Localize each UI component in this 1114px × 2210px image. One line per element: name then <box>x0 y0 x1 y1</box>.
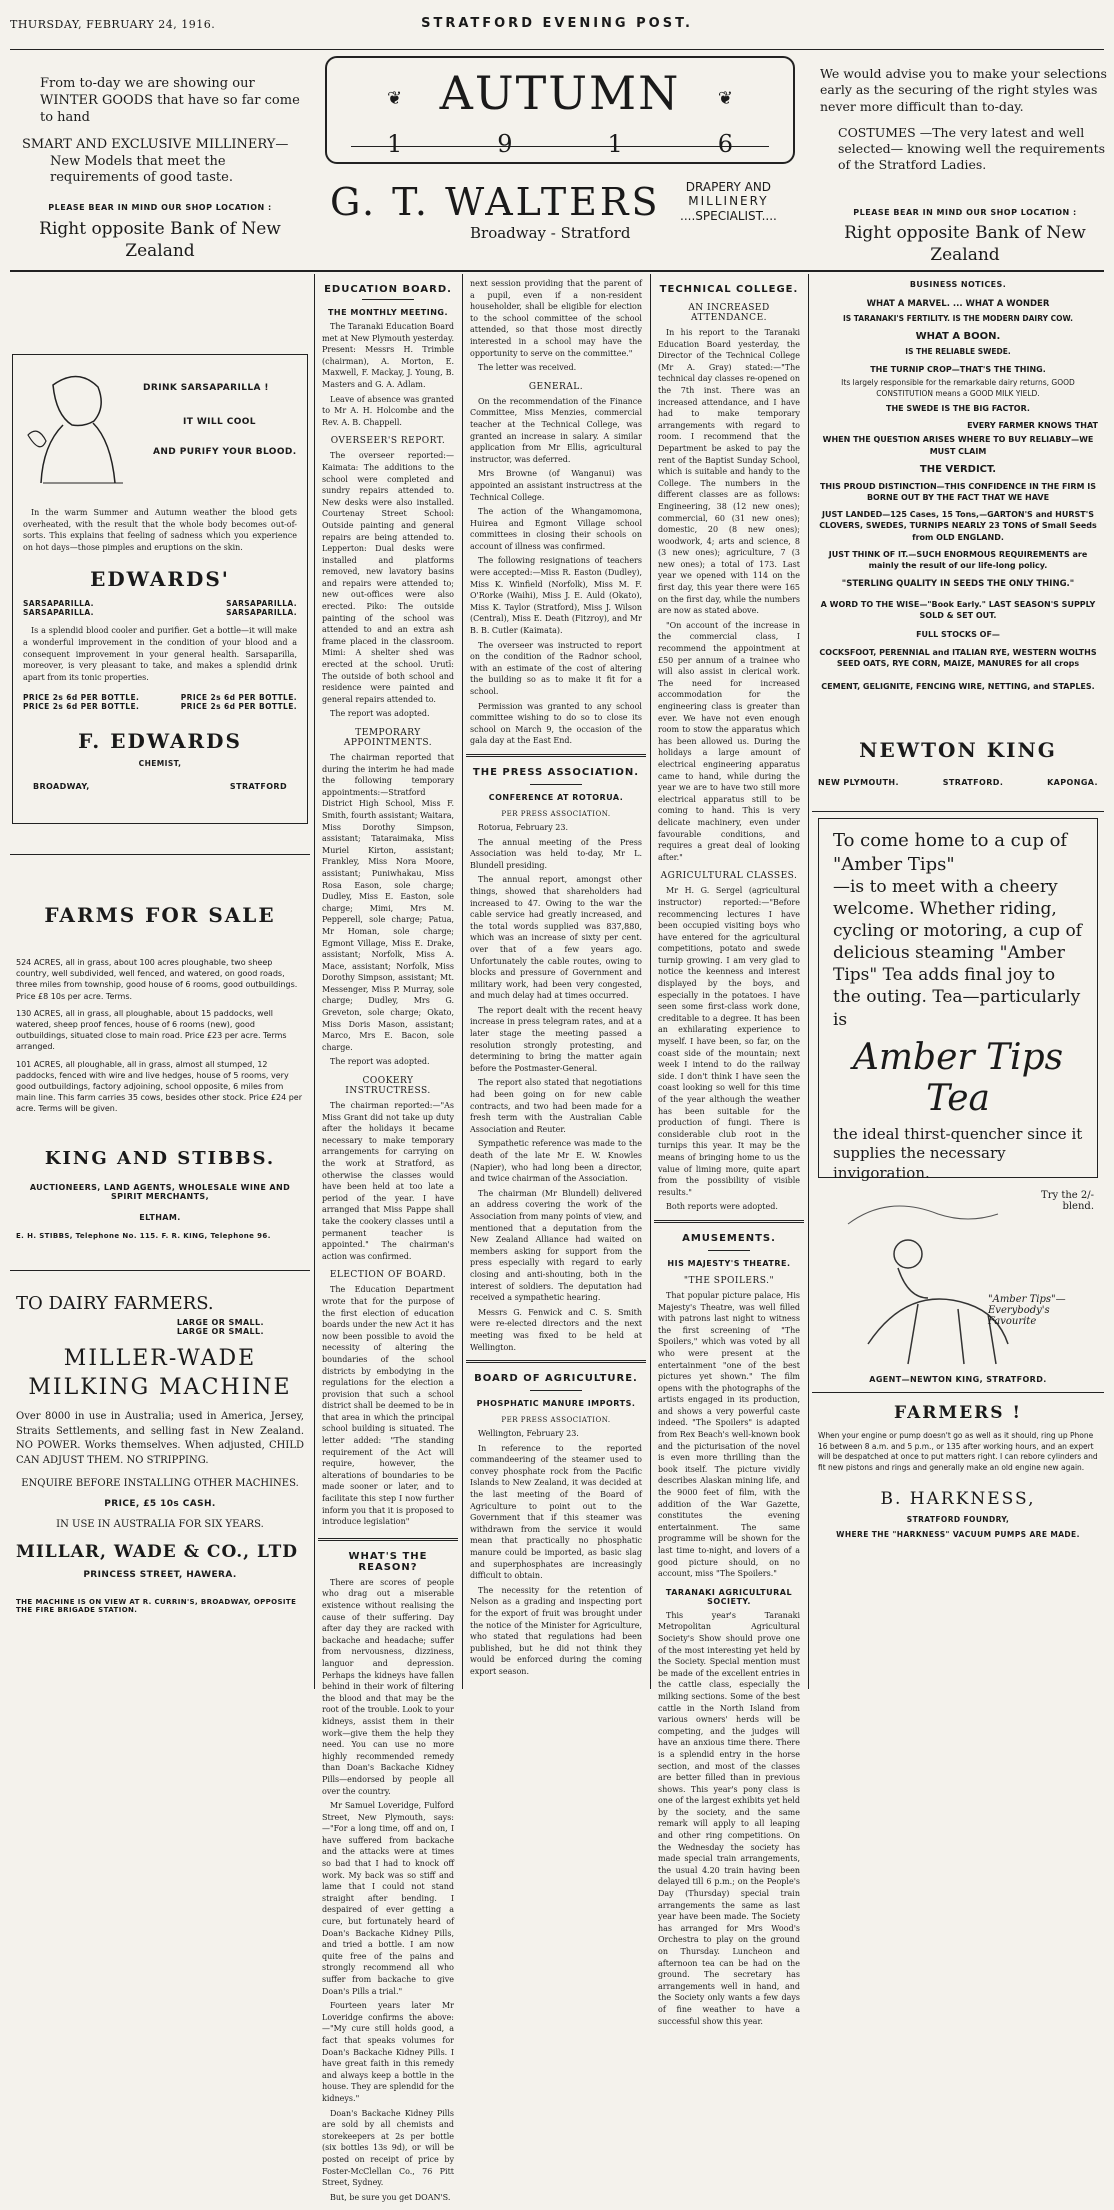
section-rule <box>812 811 1104 812</box>
farm-listing-3: 101 ACRES, all ploughable, all in grass, almost all stumped, 12 paddocks, fenced with wire and live hedges, house of 5 rooms, very good outbuildings, factory adjoining, school opposite, 6 miles from main line. This farm carries 35 cows, besides other stock. Price £24 per acre. Terms will be given. <box>16 1059 302 1114</box>
press-paragraph: The report dealt with the recent heavy increase in press telegram rates, and at a later stage the meeting passed a resolution strongly protesting, and determining to bring the matter again before the Postmaster-General. <box>470 1005 642 1073</box>
column-1 <box>10 274 310 1689</box>
location-left: Right opposite Bank of New Zealand <box>39 218 281 261</box>
general-paragraph: Permission was granted to any school committee wishing to do so to close its school on March 9, the occasion of the gala day at the East End. <box>470 701 642 746</box>
sizes-label: LARGE OR SMALL. <box>176 1318 264 1328</box>
newton-king-name: NEWTON KING <box>859 738 1057 763</box>
society-subheading: TARANAKI AGRICULTURAL SOCIETY. <box>665 1587 793 1606</box>
press-paragraph: The annual meeting of the Press Association was held to-day, Mr L. Blundell presiding. <box>470 837 642 870</box>
farm-listing-1: 524 ACRES, all in grass, about 100 acres ploughable, two sheep country, well subdivided, well fenced, and watered, on good roads, three miles from township, good house of 6 rooms, good outbuildings. Price £8 10s per acre. Terms. <box>16 958 298 1001</box>
price-label: PRICE 2s 6d PER BOTTLE. <box>23 702 140 712</box>
amber-headline: To come home to a cup of "Amber Tips" <box>833 830 1068 875</box>
agriculture-paragraph: In reference to the reported commandeering of the steamer used to convey phosphate rock from the Pacific Islands to New Zealand, it was decided at the last meeting of the Board of Agriculture to point out to the Government that if this steamer was withdrawn from the service it would mean that practically no phosphatic manure could be imported, as basic slag and superphosphates are increasingly difficult to obtain. <box>470 1443 642 1581</box>
overseer-subheading: OVERSEER'S REPORT. <box>330 436 446 447</box>
notice-line: IS THE RELIABLE SWEDE. <box>905 347 1011 357</box>
technical-college-article <box>654 274 804 1220</box>
chemist-name: F. EDWARDS <box>78 729 242 754</box>
price-label: PRICE 2s 6d PER BOTTLE. <box>180 693 297 703</box>
harkness-name: B. HARKNESS, <box>880 1489 1036 1510</box>
reason-paragraph: Fourteen years later Mr Loveridge confirms the above:—"My cure still holds good, a fact that speaks volumes for Doan's Backache Kidney Pills. I have great faith in this remedy and always keep a bottle in the house. They are splendid for the kidneys." <box>322 2001 454 2103</box>
heading-rule <box>530 1390 582 1391</box>
amber-favourite: "Amber Tips"— Everybody's Favourite <box>988 1294 1066 1328</box>
education-paragraph: The Taranaki Education Board met at New Plymouth yesterday. Present: Messrs H. Trimble (chairman), A. Morton, E. Maxwell, F. Mackay, J. Young, B. Masters and G. A. Adlam. <box>322 322 454 389</box>
press-paragraph: The annual report, amongst other things, showed that shareholders had increased to 47. Owing to the war the cable service had greatly increased, and the total words supplied was 837,880, which was an increase of sixty per cent. over that of a few years ago. Unfortunately the cable routes, owing to blocks and pressure of Government and military work, had been very congested, and much delay had at times occurred. <box>470 875 642 1001</box>
notice-line: "STERLING QUALITY IN SEEDS THE ONLY THING." <box>841 579 1075 590</box>
farms-advertisement <box>10 855 310 1250</box>
technical-paragraph: Mr H. G. Sergel (agricultural instructor) reported:—"Before recommencing lectures I have been occupied visiting boys who have entered for the agricultural competitions, potato and swede turnip growing. I am very glad to notice the keenness and interest displayed by the boys, and especially in the potatoes. I have seen some first-class work done, creditable to a degree. It has been an exhilarating experience to myself. I have been, so far, on the coast side of the mountain; next week I intend to do the railway side. I don't think I have seen the coast looking so well for this time of the year although the weather has been suitable for the production of fungi. There is considerable club root in the turnips this year. It may be the means of bringing home to us the value of liming more, quite apart from the possibility of visible results." <box>658 886 800 1197</box>
education-paragraph: The chairman reported:—"As Miss Grant did not take up duty after the holidays it became necessary to make temporary arrangements for carrying on the work at Stratford, as otherwise the classes would have been held at too late a period of the year. I have arranged that Miss Pappe shall take the cookery classes until a permanent teacher is appointed." The chairman's action was confirmed. <box>322 1101 454 1261</box>
press-paragraph: Sympathetic reference was made to the death of the late Mr E. W. Knowles (Napier), who had long been a director, and twice chairman of the Association. <box>470 1139 642 1184</box>
edwards-advertisement <box>12 354 308 824</box>
firm-name: G. T. WALTERS <box>330 180 661 224</box>
doans-advertisement <box>318 1541 458 2210</box>
autumn-banner <box>325 56 795 164</box>
general-paragraph: Mrs Browne (of Wanganui) was appointed an assistant instructress at the Technical College. <box>470 469 642 502</box>
dairy-address: PRINCESS STREET, HAWERA. <box>83 1570 237 1581</box>
amber-illustration-area <box>818 1184 1098 1384</box>
notice-line: EVERY FARMER KNOWS THAT <box>967 421 1098 431</box>
agriculture-article <box>466 1363 646 1684</box>
year-digit: 9 <box>497 130 513 158</box>
per-press-label: PER PRESS ASSOCIATION. <box>501 809 611 818</box>
drapery-millinery <box>680 180 777 223</box>
amber-body: —is to meet with a cheery welcome. Whether riding, cycling or motoring, a cup of delicious steaming "Amber Tips" Tea adds final joy to the outing. Tea—particularly is <box>833 876 1082 1030</box>
location-note-right: PLEASE BEAR IN MIND OUR SHOP LOCATION : <box>853 207 1077 217</box>
leaf-ornament-icon: ❦ <box>387 88 403 109</box>
autumn-heading: AUTUMN <box>439 66 681 120</box>
machine-type: MILKING MACHINE <box>28 1375 292 1401</box>
agriculture-dateline: Wellington, February 23. <box>478 1429 579 1439</box>
amusements-title: AMUSEMENTS. <box>682 1232 776 1244</box>
price-label: PRICE 2s 6d PER BOTTLE. <box>180 702 297 712</box>
general-paragraph: The action of the Whangamomona, Huirea and Egmont Village school committees in closing their schools on account of illness was confirmed. <box>470 507 642 551</box>
walters-left-panel <box>10 76 310 262</box>
agriculture-title: BOARD OF AGRICULTURE. <box>474 1373 638 1385</box>
column-rule <box>808 274 809 1689</box>
column-5 <box>812 274 1104 1689</box>
education-continued <box>466 274 646 754</box>
newton-king-advertisement <box>812 274 1104 791</box>
column-3 <box>466 274 646 1689</box>
town-label: KAPONGA. <box>1047 778 1098 788</box>
amber-tips-advertisement <box>818 818 1098 1182</box>
education-paragraph: The report was adopted. <box>330 709 430 719</box>
heading-rule <box>708 1250 751 1251</box>
education-paragraph: Leave of absence was granted to Mr A. H. Holcombe and the Rev. A. B. Chappell. <box>322 394 454 427</box>
machine-price: PRICE, £5 10s CASH. <box>104 1499 216 1510</box>
press-paragraph: The chairman (Mr Blundell) delivered an address covering the work of the Association from many points of view, and mentioned that a deputation from the New Zealand Alliance had waited on members asking for support from the press especially with regard to early closing and anti-shouting, both in the interest of soldiers. The deputation had received a sympathetic hearing. <box>470 1188 642 1303</box>
column-2 <box>318 274 458 2202</box>
dairy-title: TO DAIRY FARMERS. <box>16 1293 214 1315</box>
costumes-text: COSTUMES —The very latest and well selected— knowing well the requirements of the Stratford Ladies. <box>838 124 1106 173</box>
reason-paragraph: But, be sure you get DOAN'S. <box>330 2192 451 2202</box>
agent-name: KING AND STIBBS. <box>44 1148 276 1170</box>
view-text: THE MACHINE IS ON VIEW AT R. CURRIN'S, BROADWAY, OPPOSITE THE FIRE BRIGADE STATION. <box>16 1598 297 1615</box>
press-title: THE PRESS ASSOCIATION. <box>472 766 640 778</box>
foundry-label: STRATFORD FOUNDRY, <box>906 1515 1010 1525</box>
agriculture-paragraph: The necessity for the retention of Nelson as a grading and inspecting port for the export of fruit was brought under the notice of the Minister for Agriculture, who stated that regulations had been published, but he did not think they would be enforced during the coming export season. <box>470 1585 642 1676</box>
walters-right-panel <box>820 66 1110 266</box>
newton-king-towns <box>818 778 1098 787</box>
notice-line: THIS PROUD DISTINCTION—THIS CONFIDENCE IN THE FIRM IS BORNE OUT BY THE FACT THAT WE HAVE <box>819 481 1097 503</box>
general-paragraph: The overseer was instructed to report on the condition of the Radnor school, with an estimate of the cost of altering the building so as to make it fit for a school. <box>470 640 642 696</box>
general-subheading: GENERAL. <box>528 381 584 392</box>
agent-town: ELTHAM. <box>139 1213 181 1223</box>
education-board-article <box>318 274 458 1528</box>
agent-phones: E. H. STIBBS, Telephone No. 115. F. R. KING, Telephone 96. <box>16 1232 271 1241</box>
appointments-subheading: TEMPORARY APPOINTMENTS. <box>343 728 433 748</box>
notice-line: Its largely responsible for the remarkable dairy returns, GOOD CONSTITUTION means a GOOD MILK YIELD. <box>841 378 1075 398</box>
notice-line: JUST LANDED—125 Cases, 15 Tons,—GARTON'S and HURST'S CLOVERS, SWEDES, TURNIPS NEARLY 23 TONS of Small Seeds from OLD ENGLAND. <box>819 510 1097 542</box>
chemist-address <box>23 782 297 791</box>
specialist-text: ....SPECIALIST.... <box>680 208 777 223</box>
machine-description: Over 8000 in use in Australia; used in America, Jersey, Straits Settlements, and selling fast in New Zealand. NO POWER. Works themselves. When adjusted, CHILD CAN ADJUST THEM. NO STRIPPING. <box>16 1411 304 1466</box>
amber-logo: Amber Tips Tea <box>852 1036 1064 1119</box>
edwards-intro: In the warm Summer and Autumn weather the blood gets overheated, with the result that the whole body becomes out-of-sorts. This explains that feeling of sadness which you experience on hot days—those pimples and eruptions on the skin. <box>23 508 297 552</box>
woman-illustration-icon <box>23 365 133 485</box>
amber-agent: AGENT—NEWTON KING, STRATFORD. <box>869 1375 1047 1385</box>
notice-line: THE SWEDE IS THE BIG FACTOR. <box>886 404 1030 414</box>
column-4 <box>654 274 804 2026</box>
enquire-text: ENQUIRE BEFORE INSTALLING OTHER MACHINES. <box>21 1478 299 1490</box>
notice-line: WHAT A BOON. <box>915 331 1001 343</box>
notice-line: FULL STOCKS OF— <box>916 630 1000 640</box>
business-title: BUSINESS NOTICES. <box>909 280 1007 289</box>
millinery-text: New Models that meet the requirements of good taste. <box>50 153 233 186</box>
amber-tagline: the ideal thirst-quencher since it supplies the necessary invigoration. <box>833 1124 1083 1182</box>
dairy-advertisement <box>10 1271 310 1624</box>
issue-date: THURSDAY, FEBRUARY 24, 1916. <box>10 18 216 31</box>
amusements-paragraph: That popular picture palace, His Majesty's Theatre, was well filled with patrons last night to witness the first screening of "The Spoilers," which was voted by all who were present at the entertainment "one of the best pictures yet shown." The film opens with the photographs of the artists engaged in its production, and shows a very powerful caste indeed. "The Spoilers" is adapted from Rex Beach's well-known book and the picturisation of the novel is even more thrilling than the book itself. The picture vividly describes Alaskan mining life, and the 9000 feet of film, with the addition of the War Gazette, constitutes the evening entertainment. The same programme will be shown for the last time to-night, and lovers of a good picture should, on no account, miss "The Spoilers." <box>658 1290 800 1579</box>
location-right: Right opposite Bank of New Zealand <box>844 222 1086 265</box>
press-subheading: CONFERENCE AT ROTORUA. <box>488 792 624 802</box>
year-digit: 1 <box>607 130 623 158</box>
cool-line: IT WILL COOL <box>183 417 256 427</box>
theatre-subheading: HIS MAJESTY'S THEATRE. <box>667 1258 791 1268</box>
chemist-town: STRATFORD <box>229 782 287 792</box>
agricultural-classes-subheading: AGRICULTURAL CLASSES. <box>660 871 798 882</box>
leaf-ornament-icon: ❦ <box>717 88 733 109</box>
press-paragraph: Messrs G. Fenwick and C. S. Smith were re-elected directors and the next meeting was fixed to be held at Wellington. <box>470 1307 642 1352</box>
education-paragraph: The chairman reported that during the interim he had made the following temporary appointments:—Stratford District High School, Miss F. Smith, fourth assistant; Waitara, Miss Dorothy Simpson, assistant; Tataraimaka, Miss Muriel Kirton, assistant; Frankley, Miss Nora Moore, assistant; Puniwhakau, Miss Rosa Eason, sole charge; Dudley, Miss E. Easton, sole charge; Mimi, Mrs M. Pepperell, sole charge; Patua, Mr Homan, sole charge; Egmont Village, Miss E. Drake, assistant; Norfolk, Miss A. Mace, assistant; Norfolk, Miss Dorothy Simpson, assistant; Mt. Messenger, Miss P. Murray, sole charge; Dudley, Mrs G. Greveton, sole charge; Okato, Miss Doris Mason, assistant; Marco, Mrs E. Bacon, sole charge. <box>322 753 454 1052</box>
reason-title: WHAT'S THE REASON? <box>348 1550 428 1573</box>
election-subheading: ELECTION OF BOARD. <box>329 1270 447 1281</box>
general-paragraph: On the recommendation of the Finance Committee, Miss Menzies, commercial teacher at the Technical College, was granted an increase in salary. A similar application from Mr Ellis, agricultural instructor, was deferred. <box>470 396 642 464</box>
technical-title: TECHNICAL COLLEGE. <box>659 284 799 295</box>
notice-line: JUST THINK OF IT.—SUCH ENORMOUS REQUIREMENTS are mainly the result of our life-long policy. <box>828 549 1088 570</box>
year-digit: 6 <box>717 130 733 158</box>
farms-title: FARMS FOR SALE <box>44 903 276 927</box>
notice-line: IS TARANAKI'S FERTILITY. IS THE MODERN DAIRY COW. <box>842 313 1074 323</box>
columns <box>10 274 1104 2202</box>
year-digit: 1 <box>387 130 403 158</box>
press-paragraph: The report also stated that negotiations had been going on for new cable contracts, and two had been made for a fresh term with the Australian Cable Association and Reuter. <box>470 1078 642 1134</box>
winter-goods-text: From to-day we are showing our WINTER GOODS that have so far come to hand <box>40 76 300 125</box>
millinery-text: MILLINERY <box>688 194 769 209</box>
reason-paragraph: There are scores of people who drag out a miserable existence without realising the cause of their suffering. Day after day they are racked with backache and headache; suffer from nervousness, dizziness, languor and depression. Perhaps the kidneys have fallen behind in their work of filtering the blood and that may be the root of the trouble. Look to your kidneys, assist them in their work—give them the help they need. You can use no more highly recommended remedy than Doan's Backache Kidney Pills—endorsed by people all over the country. <box>322 1577 454 1796</box>
price-row <box>23 693 297 711</box>
firm-address: Broadway - Stratford <box>470 224 631 242</box>
newspaper-title: STRATFORD EVENING POST. <box>421 16 693 31</box>
cookery-subheading: COOKERY INSTRUCTRESS. <box>345 1076 431 1097</box>
notice-line: COCKSFOOT, PERENNIAL and ITALIAN RYE, WESTERN WOLTHS SEED OATS, RYE CORN, MAIZE, MANURES for all crops <box>819 647 1097 668</box>
technical-subheading: AN INCREASED ATTENDANCE. <box>688 303 770 323</box>
town-label: STRATFORD. <box>942 778 1004 788</box>
heading-rule <box>362 299 415 300</box>
sarsaparilla-label: SARSAPARILLA. <box>226 608 297 618</box>
agent-description: AUCTIONEERS, LAND AGENTS, WHOLESALE WINE AND SPIRIT MERCHANTS, <box>29 1183 291 1202</box>
notice-line: CEMENT, GELIGNITE, FENCING WIRE, NETTING, and STAPLES. <box>821 681 1095 691</box>
edwards-description: Is a splendid blood cooler and purifier. Get a bottle—it will make a wonderful improvement in the condition of your blood and a consequent improvement in your general health. Sarsaparilla, moreover, is very pleasant to take, and makes a splendid drink apart from its tonic properties. <box>23 626 297 682</box>
dairy-firm: MILLAR, WADE & CO., LTD <box>16 1542 298 1563</box>
per-press-label: PER PRESS ASSOCIATION. <box>501 1416 611 1425</box>
notice-line: THE TURNIP CROP—THAT'S THE THING. <box>870 364 1046 374</box>
press-association-article <box>466 757 646 1360</box>
year-digits <box>387 130 733 158</box>
reason-paragraph: Mr Samuel Loveridge, Fulford Street, New Plymouth, says:—"For a long time, off and on, I have suffered from backache and the attacks were at times so bad that I had to knock off work. My back was so stiff and lame that I could not stand straight after bending. I despaired of ever getting a cure, but fortunately heard of Doan's Backache Kidney Pills, and tried a bottle. I am now quite free of the pains and strongly recommend all who suffer from backache to give Doan's Pills a trial." <box>322 1801 454 1996</box>
society-paragraph: This year's Taranaki Metropolitan Agricultural Society's Show should prove one of the most interesting yet held by the Society. Special mention must be made of the excellent entries in the cattle class, especially the milking sections. Some of the best cattle in the North Island from various owners' herds will be competing, and the judges will have an anxious time there. There is a splendid entry in the horse section, and most of the classes are better filled than in previous shows. This year's pony class is one of the largest exhibits yet held by the society, and the same remark will apply to all leaping and other ring competitions. On the Wednesday the society has made special train arrangements, the usual 4.20 train having been delayed till 6 p.m.; on the People's Day (Thursday) special train arrangements the same as last year have been made. The Society has arranged for Mrs Wood's Orchestra to play on the ground on Thursday. Luncheon and afternoon tea can be had on the ground. The secretary has arrangements well in hand, and the Society only wants a few days of fine weather to have a successful show this year. <box>658 1610 800 2026</box>
continued-paragraph: The letter was received. <box>478 363 577 373</box>
farmers-paragraph: When your engine or pump doesn't go as well as it should, ring up Phone 16 between 8 a.m. and 5 p.m., or 135 after working hours, and an expert will be despatched at once to put matters right. I can rebore cylinders and fit new pistons and rings and generally make an old engine new again. <box>818 1431 1098 1472</box>
walters-advertisement <box>10 52 1107 272</box>
notice-line: A WORD TO THE WISE—"Book Early." LAST SEASON'S SUPPLY SOLD & SET OUT. <box>820 600 1096 621</box>
pumps-label: WHERE THE "HARKNESS" VACUUM PUMPS ARE MADE. <box>836 1530 1080 1540</box>
agriculture-subheading: PHOSPHATIC MANURE IMPORTS. <box>476 1399 636 1409</box>
edwards-name: EDWARDS' <box>90 567 230 592</box>
spoilers-subheading: "THE SPOILERS." <box>683 1275 775 1286</box>
column-rule <box>650 274 651 1689</box>
town-label: NEW PLYMOUTH. <box>818 778 899 788</box>
reason-paragraph: Doan's Backache Kidney Pills are sold by all chemists and storekeepers at 2s per bottle (six bottles 13s 9d), or will be posted on receipt of price by Foster-McClellan Co., 76 Pitt Street, Sydney. <box>322 2108 454 2188</box>
amusements-article <box>654 1223 804 2034</box>
millinery-heading: SMART AND EXCLUSIVE MILLINERY— <box>22 136 289 152</box>
machine-name: MILLER-WADE <box>63 1346 257 1372</box>
general-paragraph: The following resignations of teachers were accepted:—Miss R. Easton (Dudley), Miss K. Winfield (Norfolk), Miss M. F. O'Rorke (Waihi), Miss J. E. Auld (Okato), Miss K. Taylor (Stratford), Miss J. Wilson (Central), Miss E. Death (Fitzroy), and Mr B. B. Cutler (Kaimata). <box>470 556 642 636</box>
chemist-label: CHEMIST, <box>138 759 182 769</box>
sarsaparilla-row <box>23 599 297 617</box>
sarsaparilla-label: SARSAPARILLA. <box>226 599 297 609</box>
location-note-left: PLEASE BEAR IN MIND OUR SHOP LOCATION : <box>48 203 272 213</box>
harkness-advertisement <box>812 1393 1104 1545</box>
continued-paragraph: next session providing that the parent of a pupil, even if a non-resident householder, shall be eligible for election to the school committee of the school attended, so that those most directly interested in a school may have the opportunity to serve on the committee." <box>470 279 642 358</box>
chemist-street: BROADWAY, <box>33 782 90 792</box>
sarsaparilla-label: SARSAPARILLA. <box>23 599 94 609</box>
technical-paragraph: In his report to the Taranaki Education Board yesterday, the Director of the Technical College (Mr A. Gray) stated:—"The technical day classes re-opened on the 7th inst. There was an increased attendance, and I have had to make temporary arrangements with regard to room. I recommend that the Department be asked to pay the rent of the Baptist Sunday School, which is suitable and handy to the College. The numbers in the different classes are as follows: Engineering, 38 (12 new ones); commercial, 60 (31 new ones); domestic, 20 (8 new ones); woodwork, 4; arts and science, 8 (3 new ones); agriculture, 7 (3 new ones); a total of 173. Last year we opened with 114 on the first day, this year there were 165 on the first day, while the numbers are now as stated above. <box>658 328 800 616</box>
farmers-title: FARMERS ! <box>894 1403 1022 1424</box>
years-text: IN USE IN AUSTRALIA FOR SIX YEARS. <box>56 1519 264 1531</box>
price-label: PRICE 2s 6d PER BOTTLE. <box>23 693 140 703</box>
selection-advice: We would advise you to make your selections early as the securing of the right styles was never more difficult than to-day. <box>820 66 1107 114</box>
sizes-label: LARGE OR SMALL. <box>176 1327 264 1337</box>
horse-rider-illustration-icon <box>848 1184 1048 1374</box>
column-rule <box>314 274 315 1689</box>
meeting-subheading: THE MONTHLY MEETING. <box>327 308 449 317</box>
notice-line: WHAT A MARVEL. ... WHAT A WONDER <box>866 299 1050 309</box>
education-paragraph: The Education Department wrote that for the purpose of the first election of education boards under the new Act it has now been possible to avoid the necessity of altering the boundaries of the school districts by embodying in the regulations for the election a provision that such a school district shall be deemed to be in that area in which the principal school building is situated. The letter added: "The standing requirement of the Act will require, however, the alterations of boundaries to be made sooner or later, and to facilitate this step I now further inform you that it is proposed to introduce legislation" <box>322 1285 454 1527</box>
education-paragraph: The overseer reported:—Kaimata: The additions to the school were completed and sundry repairs attended to. New desks were also installed. Courtenay Street School: Outside painting and general repairs are being attended to. Lepperton: Dual desks were installed and platforms removed, new lavatory basins and repairs were attended to; new out-offices were also erected. Piko: The outside painting of the school was attended to and an extra ash frame placed in the classroom. Mimi: A shelter shed was erected at the school. Urutī: The outside of both school and residence were painted and general repairs attended to. <box>322 451 454 704</box>
education-title: EDUCATION BOARD. <box>324 284 452 295</box>
masthead <box>10 10 1104 50</box>
purify-line: AND PURIFY YOUR BLOOD. <box>153 447 297 457</box>
technical-paragraph: "On account of the increase in the commercial class, I recommend the appointment at £50 per annum of a trainee who will also assist in clerical work. The need for increased accommodation for the engineering class is greater than ever. We have not even enough room to stow the apparatus which has been allowed us. During the holidays a large amount of electrical engineering apparatus came to hand, while during the year we are to have two still more electrical apparatus still to be coming to hand. This is very delicate machinery, even under favourable conditions, and requires a great deal of looking after." <box>658 620 800 862</box>
notice-line: THE VERDICT. <box>919 463 997 475</box>
notice-line: WHEN THE QUESTION ARISES WHERE TO BUY RELIABLY—WE MUST CLAIM <box>822 435 1094 456</box>
drapery-text: DRAPERY AND <box>685 180 772 194</box>
farm-listing-2: 130 ACRES, all in grass, all ploughable, about 15 paddocks, well watered, sheep proof fences, house of 6 rooms (new), good outbuildings, situated close to main road. Price £23 per acre. Terms arranged. <box>16 1008 287 1052</box>
sarsaparilla-label: SARSAPARILLA. <box>23 608 94 618</box>
education-paragraph: The report was adopted. <box>330 1057 430 1067</box>
heading-rule <box>530 784 582 785</box>
drink-line: DRINK SARSAPARILLA ! <box>143 383 269 393</box>
column-rule <box>462 274 463 1689</box>
try-blend: Try the 2/- blend. <box>1041 1190 1094 1213</box>
press-dateline: Rotorua, February 23. <box>478 822 569 832</box>
technical-paragraph: Both reports were adopted. <box>666 1202 778 1212</box>
